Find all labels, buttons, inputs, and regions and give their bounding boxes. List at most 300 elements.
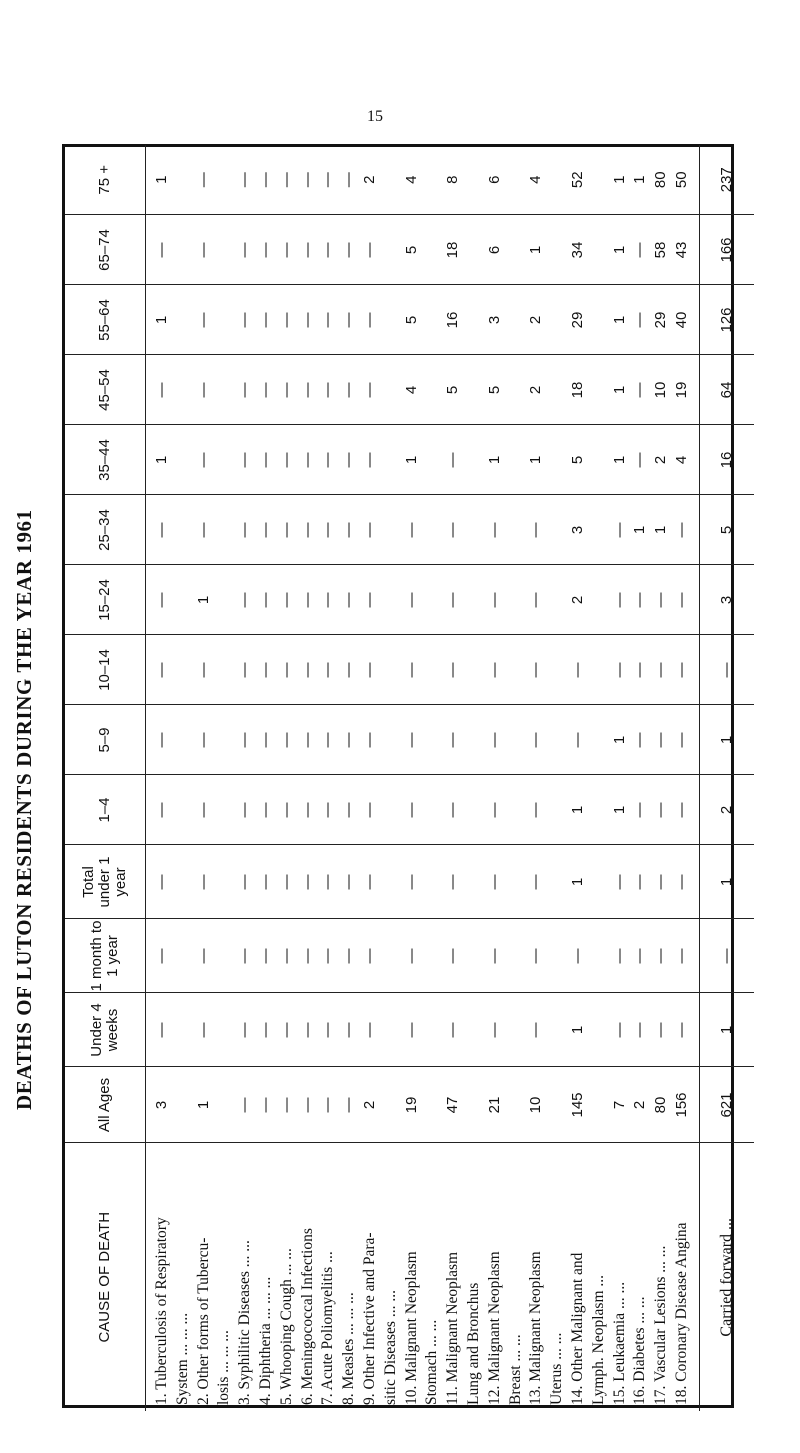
table-cell: — bbox=[319, 802, 337, 818]
table-cell bbox=[506, 496, 527, 565]
table-cell: 1 bbox=[194, 595, 212, 605]
table-cell: — bbox=[298, 382, 316, 398]
col-age-5-9 bbox=[146, 705, 700, 775]
table-cell: — bbox=[153, 242, 170, 258]
table-cell bbox=[589, 426, 610, 495]
table-cell: 4 bbox=[672, 455, 690, 465]
cause-line: sitic Diseases ... ... bbox=[381, 1290, 399, 1405]
table-cell: — bbox=[256, 172, 274, 188]
table-cell: — bbox=[610, 874, 628, 890]
table-cell: — bbox=[194, 874, 212, 890]
table-cell bbox=[547, 920, 568, 993]
table-cell: — bbox=[256, 1097, 274, 1113]
table-cell: — bbox=[485, 948, 503, 964]
header-age-15-24: 15–24 bbox=[65, 565, 146, 635]
table-cell bbox=[589, 776, 610, 845]
table-cell: — bbox=[256, 948, 274, 964]
table-cell bbox=[464, 776, 485, 845]
table-cell: — bbox=[360, 802, 378, 818]
col-month-to-year bbox=[146, 919, 700, 993]
table-cell bbox=[506, 1068, 527, 1143]
table-cell: — bbox=[527, 522, 545, 538]
table-cell bbox=[214, 216, 235, 285]
table-cell bbox=[422, 994, 443, 1067]
col-age-75-plus bbox=[146, 145, 700, 215]
table-cell: 4 bbox=[402, 175, 420, 184]
table-cell bbox=[173, 706, 194, 775]
table-cell: — bbox=[256, 662, 274, 678]
table-cell: — bbox=[672, 1022, 690, 1038]
table-cell: — bbox=[319, 382, 337, 398]
table-cell bbox=[547, 776, 568, 845]
total-age-15-24: 3 bbox=[699, 565, 754, 635]
table-cell: — bbox=[236, 1022, 254, 1038]
total-age-65-74: 166 bbox=[699, 215, 754, 285]
table-cell bbox=[214, 426, 235, 495]
table-cell: — bbox=[631, 802, 649, 818]
table-cell: — bbox=[485, 732, 503, 748]
table-cell: — bbox=[610, 662, 628, 678]
table-cell: — bbox=[194, 312, 212, 328]
table-cell: 2 bbox=[527, 385, 545, 395]
table-cell bbox=[214, 994, 235, 1067]
table-cell bbox=[547, 496, 568, 565]
table-cell bbox=[506, 920, 527, 993]
header-age-10-14: 10–14 bbox=[65, 635, 146, 705]
table-cell bbox=[506, 776, 527, 845]
table-cell bbox=[422, 566, 443, 635]
table-cell: 43 bbox=[672, 241, 690, 259]
table-cell bbox=[464, 496, 485, 565]
table-cell: — bbox=[340, 1022, 358, 1038]
table-cell: — bbox=[153, 874, 170, 890]
table-cell: — bbox=[444, 802, 462, 818]
table-cell: 5 bbox=[402, 245, 420, 255]
table-cell: 50 bbox=[672, 171, 690, 189]
table-cell: — bbox=[153, 592, 170, 608]
header-age-75-plus: 75 + bbox=[65, 145, 146, 215]
table-cell bbox=[422, 286, 443, 355]
table-cell: 18 bbox=[568, 381, 586, 399]
table-cell: — bbox=[652, 732, 670, 748]
table-cell bbox=[547, 636, 568, 705]
table-cell: — bbox=[444, 522, 462, 538]
table-cell: — bbox=[672, 592, 690, 608]
table-cell: 21 bbox=[485, 1096, 503, 1114]
table-cell bbox=[589, 566, 610, 635]
table-cell bbox=[214, 920, 235, 993]
table-cell bbox=[464, 145, 485, 215]
table-cell: — bbox=[360, 592, 378, 608]
table-cell bbox=[381, 994, 402, 1067]
table-cell bbox=[173, 846, 194, 919]
table-cell: — bbox=[194, 452, 212, 468]
table-cell: — bbox=[360, 874, 378, 890]
table-cell: — bbox=[236, 948, 254, 964]
table-cell: — bbox=[277, 662, 295, 678]
table-cell: — bbox=[277, 452, 295, 468]
table-cell: 4 bbox=[527, 175, 545, 184]
table-cell bbox=[589, 216, 610, 285]
table-cell: — bbox=[319, 242, 337, 258]
table-cell bbox=[381, 846, 402, 919]
table-cell: — bbox=[277, 382, 295, 398]
total-under-4-weeks: 1 bbox=[699, 993, 754, 1067]
table-cell bbox=[422, 356, 443, 425]
table-cell: 5 bbox=[402, 315, 420, 325]
table-cell: 29 bbox=[652, 311, 670, 329]
table-cell: — bbox=[485, 1022, 503, 1038]
col-age-10-14 bbox=[146, 635, 700, 705]
table-cell: — bbox=[319, 1022, 337, 1038]
table-cell: — bbox=[568, 948, 586, 964]
table-cell: — bbox=[194, 382, 212, 398]
table-cell: — bbox=[652, 662, 670, 678]
table-cell bbox=[506, 216, 527, 285]
table-cell bbox=[173, 994, 194, 1067]
table-cell: — bbox=[340, 874, 358, 890]
table-cell: 19 bbox=[672, 381, 690, 399]
table-cell: 156 bbox=[672, 1092, 690, 1118]
table-cell: — bbox=[236, 172, 254, 188]
table-cell: — bbox=[610, 948, 628, 964]
cause-line: 6. Meningococcal Infections bbox=[298, 1228, 316, 1405]
table-cell: — bbox=[256, 312, 274, 328]
table-cell: — bbox=[319, 662, 337, 678]
table-cell: — bbox=[256, 382, 274, 398]
table-cell: 1 bbox=[610, 175, 628, 184]
table-cell: — bbox=[277, 1022, 295, 1038]
table-cell: — bbox=[527, 874, 545, 890]
table-cell: 29 bbox=[568, 311, 586, 329]
table-cell: 5 bbox=[444, 385, 462, 395]
table-cell bbox=[422, 216, 443, 285]
table-cell: 1 bbox=[652, 525, 670, 535]
header-age-55-64: 55–64 bbox=[65, 285, 146, 355]
table-cell: 1 bbox=[610, 245, 628, 255]
table-cell bbox=[506, 426, 527, 495]
total-age-25-34: 5 bbox=[699, 495, 754, 565]
table-cell: — bbox=[236, 242, 254, 258]
deaths-table bbox=[65, 145, 754, 1411]
rotated-table-container bbox=[65, 147, 737, 1411]
header-row bbox=[65, 145, 146, 1411]
table-cell bbox=[214, 636, 235, 705]
table-cell bbox=[381, 216, 402, 285]
cause-line: 4. Diphtheria ... ... ... bbox=[256, 1276, 274, 1405]
table-cell bbox=[422, 706, 443, 775]
table-cell bbox=[381, 920, 402, 993]
table-cell: 3 bbox=[568, 525, 586, 535]
table-cell: — bbox=[527, 948, 545, 964]
cause-line: 10. Malignant Neoplasm bbox=[402, 1251, 420, 1405]
table-cell bbox=[506, 636, 527, 705]
table-cell: — bbox=[485, 874, 503, 890]
table-cell: — bbox=[298, 874, 316, 890]
table-cell: — bbox=[277, 312, 295, 328]
table-cell: — bbox=[277, 1097, 295, 1113]
table-cell: — bbox=[631, 1022, 649, 1038]
table-cell: — bbox=[444, 662, 462, 678]
table-cell: — bbox=[340, 592, 358, 608]
table-cell: 7 bbox=[610, 1100, 628, 1110]
table-cell: — bbox=[340, 802, 358, 818]
table-cell: — bbox=[672, 948, 690, 964]
table-cell: — bbox=[153, 522, 170, 538]
cause-line: System ... ... ... bbox=[173, 1312, 191, 1405]
table-cell: — bbox=[236, 802, 254, 818]
cause-line: Lung and Bronchus bbox=[464, 1282, 482, 1405]
total-month-to-year: — bbox=[699, 919, 754, 993]
table-cell bbox=[506, 706, 527, 775]
table-cell bbox=[547, 426, 568, 495]
table-cell: 1 bbox=[153, 315, 170, 325]
table-cell: 40 bbox=[672, 311, 690, 329]
table-cell: — bbox=[652, 592, 670, 608]
col-age-45-54 bbox=[146, 355, 700, 425]
table-cell bbox=[214, 356, 235, 425]
table-cell bbox=[589, 496, 610, 565]
table-cell: 4 bbox=[402, 385, 420, 395]
table-cell: — bbox=[360, 662, 378, 678]
table-cell: — bbox=[340, 312, 358, 328]
table-cell: — bbox=[485, 802, 503, 818]
table-cell bbox=[173, 426, 194, 495]
table-cell: — bbox=[360, 948, 378, 964]
table-cell: 58 bbox=[652, 241, 670, 259]
cause-line: 14. Other Malignant and bbox=[568, 1252, 586, 1405]
table-cell bbox=[547, 994, 568, 1067]
header-age-25-34: 25–34 bbox=[65, 495, 146, 565]
header-under-4-weeks: Under 4 weeks bbox=[65, 993, 146, 1067]
table-cell: 1 bbox=[153, 455, 170, 465]
table-cell: — bbox=[194, 522, 212, 538]
table-cell bbox=[547, 846, 568, 919]
table-cell: — bbox=[402, 1022, 420, 1038]
table-cell: — bbox=[444, 948, 462, 964]
table-cell bbox=[506, 566, 527, 635]
table-cell: 10 bbox=[527, 1096, 545, 1114]
table-cell bbox=[422, 496, 443, 565]
table-cell bbox=[381, 706, 402, 775]
table-cell bbox=[381, 286, 402, 355]
table-cell: 1 bbox=[631, 525, 649, 535]
table-cell: — bbox=[298, 1097, 316, 1113]
table-cell: — bbox=[360, 242, 378, 258]
table-cell: — bbox=[444, 1022, 462, 1038]
total-all-ages: 621 bbox=[699, 1067, 754, 1143]
table-cell: 52 bbox=[568, 171, 586, 189]
cause-line: 11. Malignant Neoplasm bbox=[444, 1251, 462, 1405]
table-cell: — bbox=[340, 242, 358, 258]
table-cell: — bbox=[319, 592, 337, 608]
table-cell: — bbox=[631, 382, 649, 398]
table-cell: — bbox=[485, 522, 503, 538]
table-cell: — bbox=[298, 662, 316, 678]
table-cell: — bbox=[444, 452, 462, 468]
table-cell bbox=[589, 706, 610, 775]
table-cell: — bbox=[277, 948, 295, 964]
table-cell: — bbox=[256, 242, 274, 258]
table-cell bbox=[214, 706, 235, 775]
table-cell: 2 bbox=[631, 1100, 649, 1110]
table-cell: 34 bbox=[568, 241, 586, 259]
table-cell: — bbox=[631, 948, 649, 964]
table-cell: — bbox=[610, 522, 628, 538]
table-cell: 2 bbox=[360, 1100, 378, 1110]
total-age-1-4: 2 bbox=[699, 775, 754, 845]
table-cell: — bbox=[194, 732, 212, 748]
table-cell: 1 bbox=[568, 1025, 586, 1035]
table-cell: — bbox=[652, 874, 670, 890]
header-cause: CAUSE OF DEATH bbox=[65, 1143, 146, 1411]
table-cell: — bbox=[277, 592, 295, 608]
table-cell: — bbox=[527, 732, 545, 748]
table-cell: — bbox=[319, 948, 337, 964]
col-all-ages bbox=[146, 1067, 700, 1143]
table-cell bbox=[464, 286, 485, 355]
table-cell: — bbox=[568, 662, 586, 678]
table-cell: — bbox=[360, 732, 378, 748]
table-cell: — bbox=[610, 592, 628, 608]
table-cell bbox=[464, 1068, 485, 1143]
table-cell bbox=[589, 920, 610, 993]
table-cell: — bbox=[672, 662, 690, 678]
cause-line: 8. Measles ... ... ... bbox=[340, 1292, 358, 1405]
table-cell: 5 bbox=[485, 385, 503, 395]
table-cell: — bbox=[631, 662, 649, 678]
cause-line: 3. Syphilitic Diseases ... ... bbox=[236, 1240, 254, 1405]
table-cell bbox=[214, 1068, 235, 1143]
total-age-5-9: 1 bbox=[699, 705, 754, 775]
table-cell: — bbox=[631, 452, 649, 468]
table-cell: 47 bbox=[444, 1096, 462, 1114]
table-cell: 80 bbox=[652, 1096, 670, 1114]
table-cell bbox=[422, 776, 443, 845]
table-cell bbox=[214, 846, 235, 919]
table-cell: — bbox=[402, 948, 420, 964]
table-cell: 3 bbox=[485, 315, 503, 325]
table-cell: — bbox=[402, 592, 420, 608]
table-cell: — bbox=[672, 874, 690, 890]
table-cell: 3 bbox=[153, 1100, 170, 1110]
table-cell: 1 bbox=[610, 315, 628, 325]
table-cell: — bbox=[298, 802, 316, 818]
table-cell bbox=[589, 846, 610, 919]
table-cell: — bbox=[340, 452, 358, 468]
table-cell: — bbox=[236, 522, 254, 538]
table-cell: — bbox=[340, 382, 358, 398]
table-cell: 2 bbox=[360, 175, 378, 184]
cause-line: losis ... ... ... bbox=[215, 1330, 233, 1405]
table-cell bbox=[464, 216, 485, 285]
carried-forward-row bbox=[699, 145, 754, 1411]
table-cell: — bbox=[236, 312, 254, 328]
table-cell: — bbox=[236, 732, 254, 748]
table-cell bbox=[214, 566, 235, 635]
table-cell: — bbox=[256, 802, 274, 818]
table-cell: — bbox=[319, 874, 337, 890]
header-total-under-1: Total under 1 year bbox=[65, 845, 146, 919]
total-age-75-plus: 237 bbox=[699, 145, 754, 215]
total-age-55-64: 126 bbox=[699, 285, 754, 355]
header-age-65-74: 65–74 bbox=[65, 215, 146, 285]
table-cell: 1 bbox=[610, 385, 628, 395]
table-cell: — bbox=[298, 592, 316, 608]
table-cell: — bbox=[277, 242, 295, 258]
table-cell bbox=[173, 920, 194, 993]
col-age-25-34 bbox=[146, 495, 700, 565]
table-cell: 6 bbox=[485, 175, 503, 184]
table-cell bbox=[381, 426, 402, 495]
table-cell: 18 bbox=[444, 241, 462, 259]
table-cell: 1 bbox=[568, 877, 586, 887]
table-cell: — bbox=[194, 662, 212, 678]
table-cell bbox=[173, 566, 194, 635]
table-cell bbox=[381, 566, 402, 635]
table-cell: — bbox=[340, 172, 358, 188]
table-cell: — bbox=[277, 732, 295, 748]
table-cell: — bbox=[194, 802, 212, 818]
table-cell: — bbox=[672, 522, 690, 538]
table-cell bbox=[547, 286, 568, 355]
table-cell: — bbox=[319, 1097, 337, 1113]
table-cell: — bbox=[444, 592, 462, 608]
table-cell: — bbox=[402, 662, 420, 678]
table-cell: — bbox=[340, 522, 358, 538]
table-cell: — bbox=[672, 732, 690, 748]
table-cell: — bbox=[340, 948, 358, 964]
table-cell bbox=[214, 776, 235, 845]
table-cell: 1 bbox=[527, 245, 545, 255]
table-cell bbox=[173, 1068, 194, 1143]
table-cell: — bbox=[298, 948, 316, 964]
table-cell bbox=[422, 920, 443, 993]
table-cell: — bbox=[236, 874, 254, 890]
table-cell: — bbox=[194, 948, 212, 964]
table-cell bbox=[173, 636, 194, 705]
table-cell: — bbox=[360, 1022, 378, 1038]
col-under-4-weeks bbox=[146, 993, 700, 1067]
cause-line: 13. Malignant Neoplasm bbox=[527, 1251, 545, 1405]
table-cell bbox=[422, 1068, 443, 1143]
table-cell: — bbox=[319, 172, 337, 188]
table-cell bbox=[589, 356, 610, 425]
cause-line: 9. Other Infective and Para- bbox=[360, 1232, 378, 1405]
table-cell: — bbox=[319, 452, 337, 468]
table-cell: — bbox=[298, 312, 316, 328]
table-cell bbox=[381, 776, 402, 845]
table-cell: 2 bbox=[527, 315, 545, 325]
table-cell: — bbox=[485, 662, 503, 678]
table-cell: — bbox=[360, 452, 378, 468]
cause-line: 18. Coronary Disease Angina bbox=[672, 1222, 690, 1405]
body-row bbox=[146, 145, 700, 1411]
table-cell: — bbox=[153, 382, 170, 398]
table-cell bbox=[464, 636, 485, 705]
table-cell: — bbox=[236, 382, 254, 398]
table-cell: — bbox=[256, 874, 274, 890]
table-cell: — bbox=[194, 242, 212, 258]
table-cell bbox=[547, 1068, 568, 1143]
table-cell bbox=[381, 356, 402, 425]
table-cell: — bbox=[652, 802, 670, 818]
col-age-15-24 bbox=[146, 565, 700, 635]
table-cell: 1 bbox=[568, 805, 586, 815]
table-cell: 1 bbox=[153, 175, 170, 184]
table-cell: — bbox=[444, 732, 462, 748]
cause-line: Breast ... ... bbox=[506, 1334, 524, 1405]
